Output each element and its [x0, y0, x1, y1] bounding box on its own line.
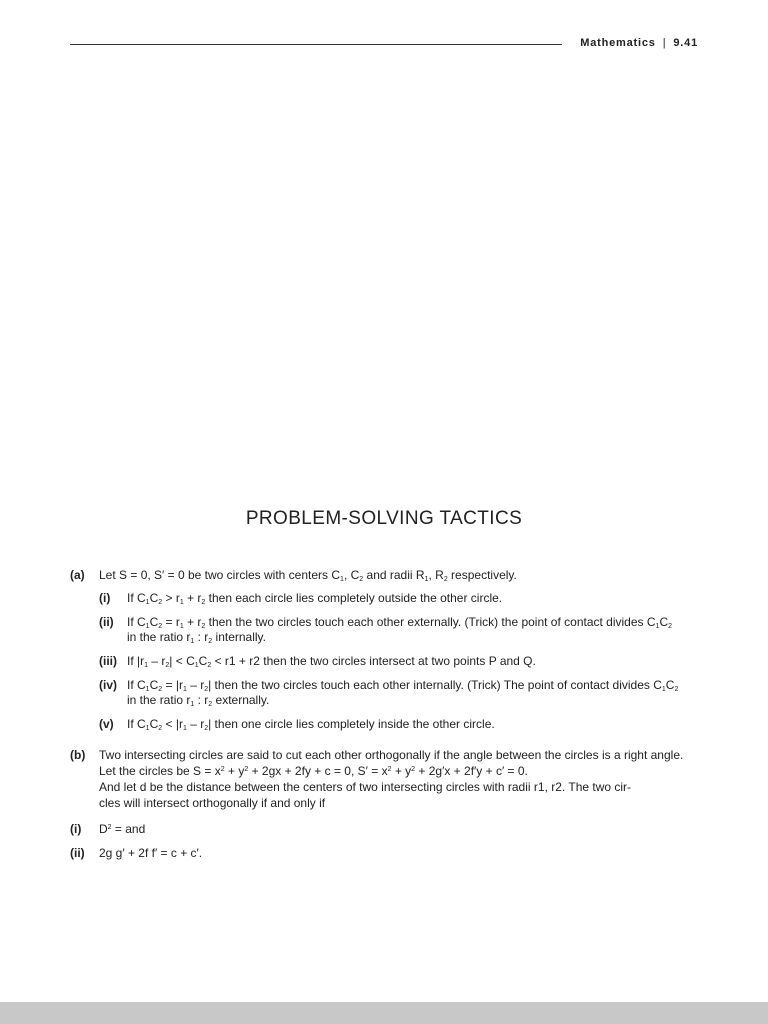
page-header — [70, 36, 698, 54]
condition-ii: (ii) 2g g′ + 2f f′ = c + c′. — [70, 846, 203, 860]
item-label: (iii) — [99, 654, 117, 668]
item-label: (i) — [70, 822, 82, 836]
item-a-v: (v) If $C_1C_2 < |r_1 - r_2|$ then one circle lies completely inside the other circle. — [99, 717, 495, 732]
item-a-iii: (iii) If $|r_1 - r_2| < C_1C_2 < r1 + r2$ then the two circles intersect at two points P and Q. — [99, 654, 536, 669]
item-a: (a) Let S = 0, S′ = 0 be two circles with centers $C_1$, $C_2$ and radii $R_1$, $R_2$ respectively. — [70, 568, 517, 583]
item-label: (ii) — [70, 846, 85, 860]
header-text — [580, 37, 698, 49]
item-label: (i) — [99, 591, 111, 605]
item-a-iv: (iv) If $C_1C_2 = |r_1 - r_2|$ then the two circles touch each other internally. (Trick) The point of contact divides $C_1C_2$ in the ratio $r_1$ : $r_2$ externally. — [99, 678, 679, 708]
item-label: (a) — [70, 568, 85, 582]
item-a-ii: (ii) If $C_1C_2 = r_1 + r_2$ then the two circles touch each other externally. (Trick) the point of contact divides $C_1C_2$ in the ratio $r_1$ : $r_2$ internally. — [99, 615, 673, 645]
item-b: (b) Two intersecting circles are said to cut each other orthogonally if the angle between the circles is a right angle. Let the circles be $S = x^2 + y^2 + 2gx + 2fy + c = 0$, $S' = x^2 + y^2 + 2g'x + 2f'y + c' = 0$. And let d be the distance between the centers of two intersecting circles with radii r1, r2. The two cir- cles will intersect orthogonally if and only if — [70, 748, 684, 810]
item-label: (iv) — [99, 678, 117, 692]
page-number: 9.41 — [673, 37, 698, 49]
item-label: (ii) — [99, 615, 114, 629]
footer-bar — [0, 1002, 768, 1024]
content — [70, 568, 702, 861]
header-separator: | — [662, 37, 667, 49]
item-label: (b) — [70, 748, 86, 762]
item-a-i: (i) If $C_1C_2 > r_1 + r_2$ then each circle lies completely outside the other circle. — [99, 591, 503, 606]
item-label: (v) — [99, 717, 114, 731]
section-title: PROBLEM-SOLVING TACTICS — [245, 508, 523, 529]
subject-name: Mathematics — [580, 37, 656, 49]
condition-i: (i) $D^2$ = and — [70, 822, 146, 836]
header-rule — [70, 44, 562, 45]
